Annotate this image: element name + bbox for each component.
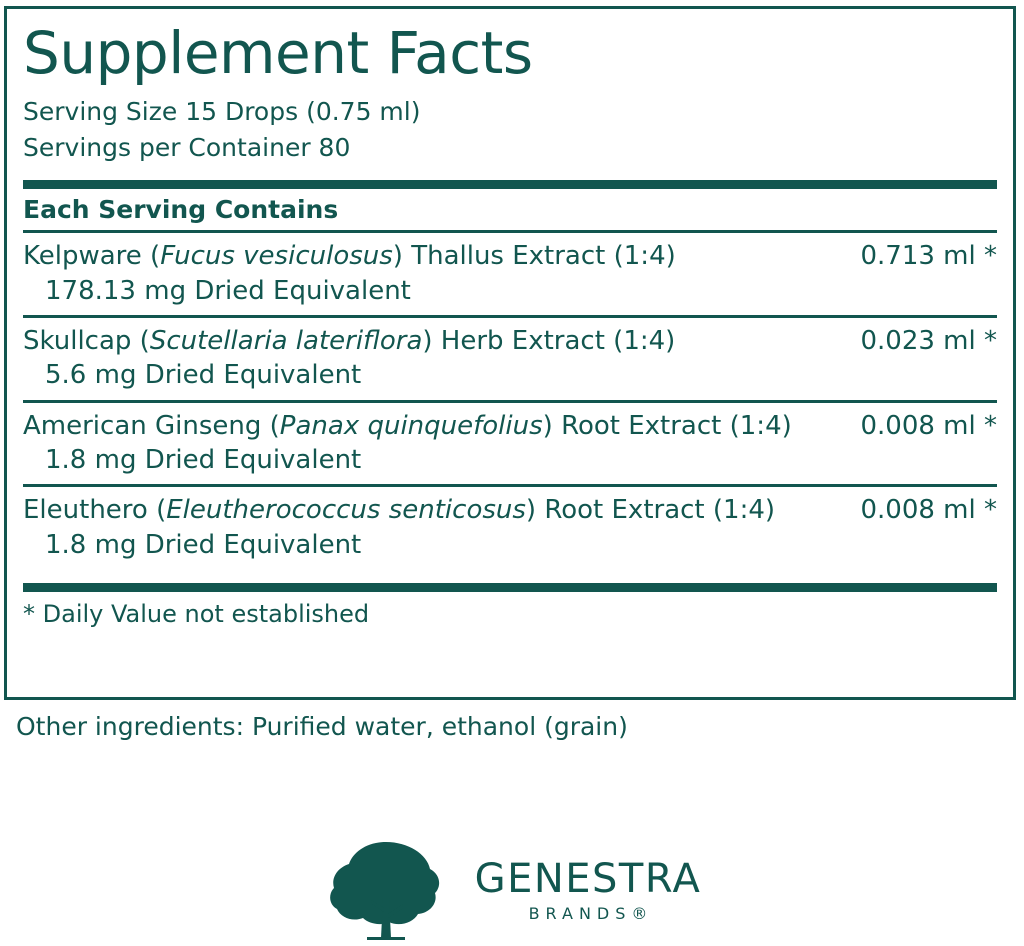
ingredient-name-post: ) Root Extract (1:4) <box>542 410 792 441</box>
table-row <box>23 487 997 569</box>
ingredient-name-post: ) Herb Extract (1:4) <box>422 326 676 357</box>
divider-thick-bottom <box>23 583 997 592</box>
ingredient-name-pre: Eleuthero ( <box>23 495 167 526</box>
ingredient-name-post: ) Root Extract (1:4) <box>525 495 776 526</box>
ingredient-name <box>23 411 792 442</box>
ingredient-name <box>23 241 676 272</box>
brand-logo <box>0 838 1024 942</box>
brand-subtitle: BRANDS® <box>528 903 654 923</box>
serving-size-text: Serving Size 15 Drops (0.75 ml) <box>23 96 421 126</box>
ingredient-name-latin: Fucus vesiculosus <box>160 241 393 272</box>
ingredient-dried-equivalent: 178.13 mg Dried Equivalent <box>45 275 411 306</box>
supplement-facts-body <box>7 9 1013 634</box>
ingredient-amount: 0.008 ml * <box>860 410 997 441</box>
ingredient-amount: 0.023 ml * <box>860 326 997 357</box>
page-title: Supplement Facts <box>23 19 533 87</box>
ingredient-dried-equivalent: 1.8 mg Dried Equivalent <box>45 529 362 560</box>
divider-thick-top <box>23 180 997 189</box>
table-row <box>23 318 997 400</box>
ingredient-line <box>23 495 997 526</box>
daily-value-note: * Daily Value not established <box>23 600 370 629</box>
ingredient-name <box>23 495 775 526</box>
ingredient-line <box>23 411 997 442</box>
ingredient-name-latin: Eleutherococcus senticosus <box>166 495 526 526</box>
ingredient-name <box>23 326 675 357</box>
table-row <box>23 233 997 315</box>
supplement-facts-panel <box>4 6 1016 700</box>
ingredient-name-latin: Panax quinquefolius <box>279 410 543 441</box>
other-ingredients-text: Other ingredients: Purified water, ethanol (grain) <box>16 712 628 741</box>
ingredient-amount: 0.713 ml * <box>860 241 997 272</box>
tree-icon <box>323 838 449 942</box>
ingredient-name-pre: American Ginseng ( <box>23 410 280 441</box>
ingredient-dried-equivalent: 5.6 mg Dried Equivalent <box>45 360 362 391</box>
each-serving-heading: Each Serving Contains <box>23 195 339 225</box>
ingredient-name-pre: Kelpware ( <box>23 241 161 272</box>
ingredient-name-post: ) Thallus Extract (1:4) <box>392 241 676 272</box>
brand-name: GENESTRA <box>474 855 702 902</box>
ingredient-name-pre: Skullcap ( <box>23 326 150 357</box>
ingredient-line <box>23 326 997 357</box>
ingredient-line <box>23 241 997 272</box>
brand-text <box>474 855 702 923</box>
ingredient-name-latin: Scutellaria lateriflora <box>149 326 423 357</box>
ingredient-dried-equivalent: 1.8 mg Dried Equivalent <box>45 444 362 475</box>
ingredient-amount: 0.008 ml * <box>860 495 997 526</box>
table-row <box>23 403 997 485</box>
servings-per-container-text: Servings per Container 80 <box>23 133 351 163</box>
